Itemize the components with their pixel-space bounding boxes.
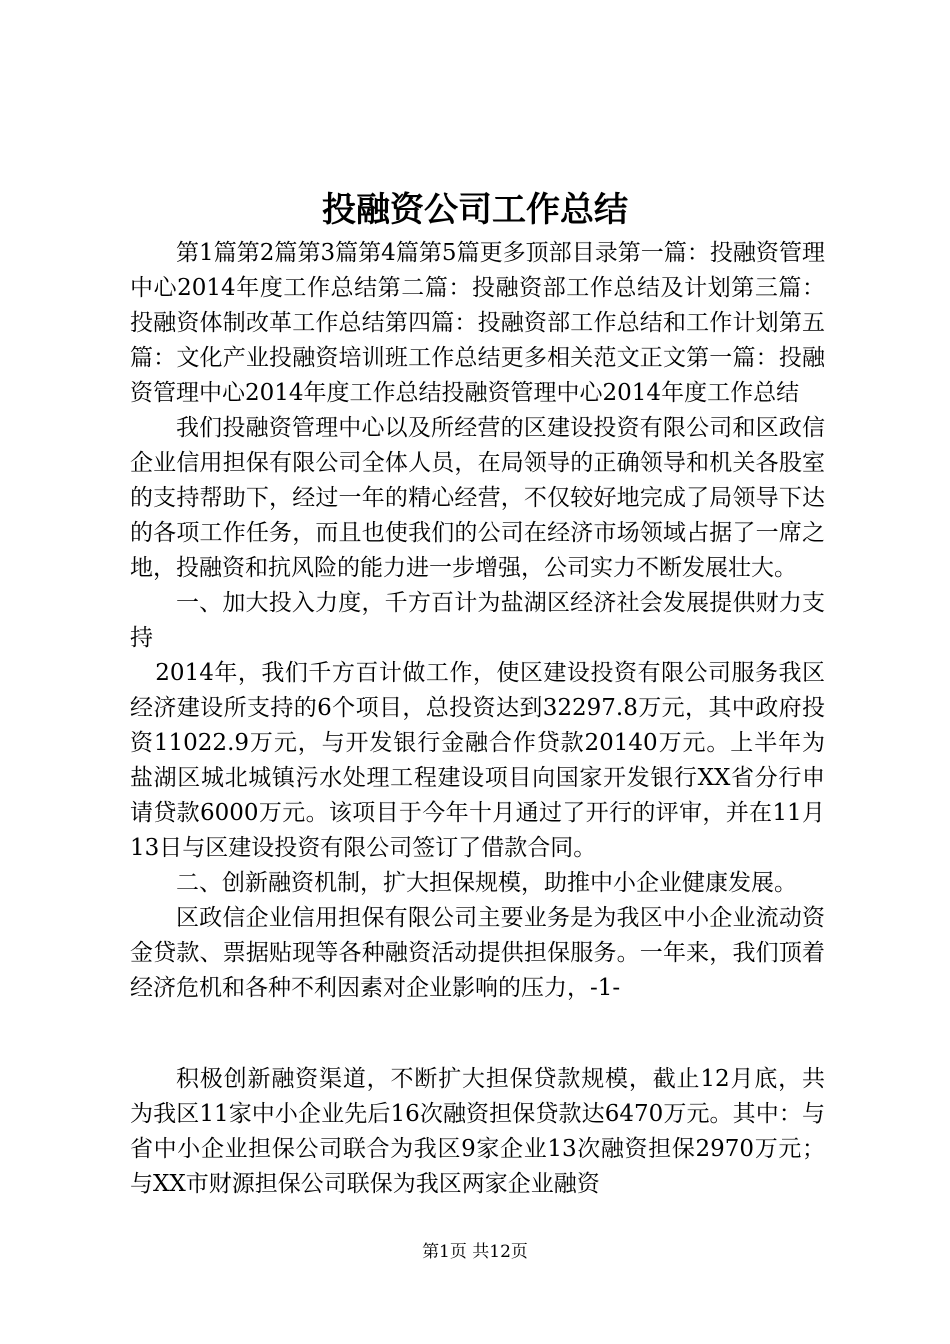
paragraph-section-2-continued: 积极创新融资渠道，不断扩大担保贷款规模，截止12月底，共为我区11家中小企业先后16次融资担保贷款达6470万元。其中：与省中小企业担保公司联合为我区9家企业13次融资担保2970万元；与XX市财源担保公司联保为我区两家企业融资 bbox=[130, 1066, 825, 1197]
paragraph-intro: 我们投融资管理中心以及所经营的区建设投资有限公司和区政信企业信用担保有限公司全体人员，在局领导的正确领导和机关各股室的支持帮助下，经过一年的精心经营，不仅较好地完成了局领导下达的各项工作任务，而且也使我们的公司在经济市场领域占据了一席之地，投融资和抗风险的能力进一步增强，公司实力不断发展壮大。 bbox=[130, 415, 825, 581]
document-body-continued bbox=[130, 1062, 825, 1202]
section-heading-1: 一、加大投入力度，千方百计为盐湖区经济社会发展提供财力支持 bbox=[130, 590, 825, 651]
document-title: 投融资公司工作总结 bbox=[322, 190, 628, 230]
section-heading-2: 二、创新融资机制，扩大担保规模，助推中小企业健康发展。 bbox=[176, 870, 797, 896]
paragraph-table-of-contents: 第1篇第2篇第3篇第4篇第5篇更多顶部目录第一篇：投融资管理中心2014年度工作总结第二篇：投融资部工作总结及计划第三篇：投融资体制改革工作总结第四篇：投融资部工作总结和工作计划第五篇：文化产业投融资培训班工作总结更多相关范文正文第一篇：投融资管理中心2014年度工作总结投融资管理中心2014年度工作总结 bbox=[130, 240, 825, 406]
paragraph-section-1: 2014年，我们千方百计做工作，使区建设投资有限公司服务我区经济建设所支持的6个项目，总投资达到32297.8万元，其中政府投资11022.9万元，与开发银行金融合作贷款20140万元。上半年为盐湖区城北城镇污水处理工程建设项目向国家开发银行XX省分行申请贷款6000万元。该项目于今年十月通过了开行的评审，并在11月13日与区建设投资有限公司签订了借款合同。 bbox=[130, 660, 825, 861]
page-footer: 第1页 共12页 bbox=[422, 1242, 528, 1262]
document-body-first bbox=[130, 236, 825, 1006]
paragraph-section-2: 区政信企业信用担保有限公司主要业务是为我区中小企业流动资金贷款、票据贴现等各种融资活动提供担保服务。一年来，我们顶着经济危机和各种不利因素对企业影响的压力，-1- bbox=[130, 905, 825, 1001]
